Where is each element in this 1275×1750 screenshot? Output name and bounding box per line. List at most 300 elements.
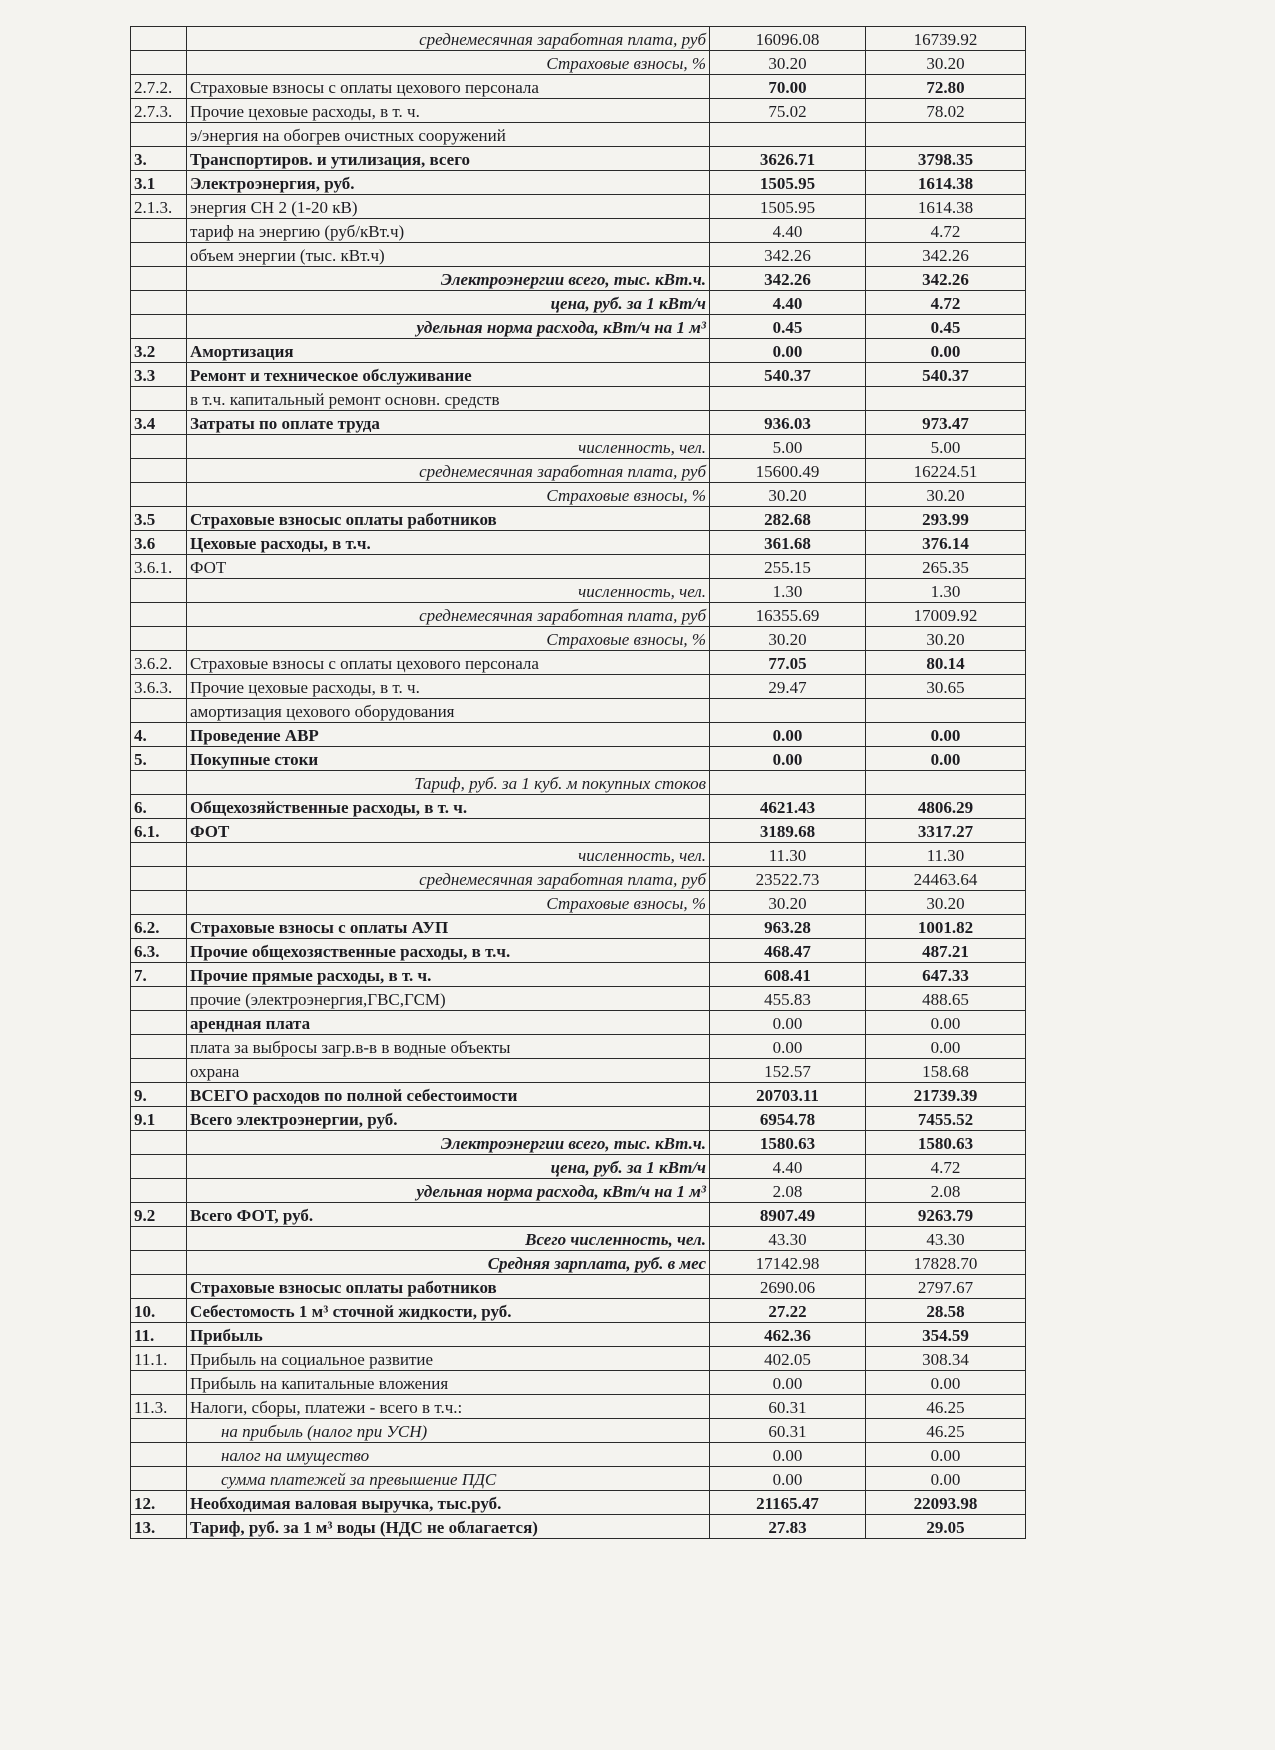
table-row [131, 1491, 1026, 1515]
value-cell-2: 647.33 [866, 963, 1026, 987]
row-label: ФОТ [187, 555, 710, 579]
row-label: Тариф, руб. за 1 куб. м покупных стоков [187, 771, 710, 795]
cost-table-page [130, 26, 1025, 1539]
value-cell-1: 23522.73 [710, 867, 866, 891]
value-cell-2: 9263.79 [866, 1203, 1026, 1227]
value-cell-1: 255.15 [710, 555, 866, 579]
value-cell-2: 5.00 [866, 435, 1026, 459]
row-number: 2.7.3. [131, 99, 187, 123]
row-label: Налоги, сборы, платежи - всего в т.ч.: [187, 1395, 710, 1419]
value-cell-2: 354.59 [866, 1323, 1026, 1347]
row-number [131, 123, 187, 147]
table-row [131, 531, 1026, 555]
cost-table-body [131, 27, 1026, 1539]
value-cell-1: 342.26 [710, 243, 866, 267]
row-number: 11.3. [131, 1395, 187, 1419]
value-cell-2: 4.72 [866, 291, 1026, 315]
value-cell-1: 963.28 [710, 915, 866, 939]
row-label: Проведение АВР [187, 723, 710, 747]
value-cell-1: 29.47 [710, 675, 866, 699]
row-label: Транспортиров. и утилизация, всего [187, 147, 710, 171]
table-row [131, 555, 1026, 579]
value-cell-1: 402.05 [710, 1347, 866, 1371]
value-cell-2: 30.20 [866, 891, 1026, 915]
value-cell-2: 0.00 [866, 339, 1026, 363]
value-cell-1: 6954.78 [710, 1107, 866, 1131]
value-cell-2: 43.30 [866, 1227, 1026, 1251]
row-number [131, 315, 187, 339]
row-label: Ремонт и техническое обслуживание [187, 363, 710, 387]
row-label: охрана [187, 1059, 710, 1083]
row-label: Страховые взносы с оплаты цехового персонала [187, 651, 710, 675]
row-label: среднемесячная заработная плата, руб [187, 867, 710, 891]
row-label: сумма платежей за превышение ПДС [187, 1467, 710, 1491]
value-cell-1: 3626.71 [710, 147, 866, 171]
value-cell-2: 24463.64 [866, 867, 1026, 891]
table-row [131, 1371, 1026, 1395]
value-cell-1: 30.20 [710, 627, 866, 651]
row-number [131, 1131, 187, 1155]
value-cell-1: 468.47 [710, 939, 866, 963]
row-number [131, 891, 187, 915]
value-cell-1: 4.40 [710, 1155, 866, 1179]
value-cell-1: 5.00 [710, 435, 866, 459]
value-cell-2: 29.05 [866, 1515, 1026, 1539]
value-cell-1: 1580.63 [710, 1131, 866, 1155]
value-cell-1: 0.00 [710, 1443, 866, 1467]
row-number: 2.1.3. [131, 195, 187, 219]
value-cell-2: 0.00 [866, 1443, 1026, 1467]
value-cell-1: 462.36 [710, 1323, 866, 1347]
row-number [131, 387, 187, 411]
value-cell-2: 308.34 [866, 1347, 1026, 1371]
value-cell-2: 342.26 [866, 243, 1026, 267]
row-label: Страховые взносы, % [187, 891, 710, 915]
value-cell-1: 936.03 [710, 411, 866, 435]
value-cell-1: 30.20 [710, 483, 866, 507]
value-cell-1: 60.31 [710, 1395, 866, 1419]
table-row [131, 123, 1026, 147]
row-label: налог на имущество [187, 1443, 710, 1467]
row-label: Себестомость 1 м³ сточной жидкости, руб. [187, 1299, 710, 1323]
value-cell-1: 16355.69 [710, 603, 866, 627]
value-cell-2: 21739.39 [866, 1083, 1026, 1107]
value-cell-1: 4621.43 [710, 795, 866, 819]
value-cell-2: 158.68 [866, 1059, 1026, 1083]
row-label: ФОТ [187, 819, 710, 843]
value-cell-1 [710, 771, 866, 795]
table-row [131, 435, 1026, 459]
table-row [131, 483, 1026, 507]
value-cell-2: 22093.98 [866, 1491, 1026, 1515]
row-number [131, 1227, 187, 1251]
value-cell-1: 0.00 [710, 1035, 866, 1059]
table-row [131, 1395, 1026, 1419]
row-number: 11. [131, 1323, 187, 1347]
row-number [131, 291, 187, 315]
row-label: удельная норма расхода, кВт/ч на 1 м³ [187, 315, 710, 339]
value-cell-2: 488.65 [866, 987, 1026, 1011]
row-label: Затраты по оплате труда [187, 411, 710, 435]
value-cell-1: 27.22 [710, 1299, 866, 1323]
row-label: Общехозяйственные расходы, в т. ч. [187, 795, 710, 819]
table-row [131, 1203, 1026, 1227]
value-cell-1: 20703.11 [710, 1083, 866, 1107]
table-row [131, 267, 1026, 291]
row-number [131, 867, 187, 891]
row-label: Цеховые расходы, в т.ч. [187, 531, 710, 555]
table-row [131, 1107, 1026, 1131]
row-number [131, 1371, 187, 1395]
table-row [131, 243, 1026, 267]
row-label: энергия СН 2 (1-20 кВ) [187, 195, 710, 219]
value-cell-2: 0.00 [866, 1011, 1026, 1035]
table-row [131, 1299, 1026, 1323]
value-cell-2: 3317.27 [866, 819, 1026, 843]
row-number: 3.4 [131, 411, 187, 435]
row-number [131, 1251, 187, 1275]
row-number: 13. [131, 1515, 187, 1539]
value-cell-2 [866, 699, 1026, 723]
table-row [131, 1155, 1026, 1179]
row-label: Электроэнергия, руб. [187, 171, 710, 195]
row-number: 3.6 [131, 531, 187, 555]
row-label: плата за выбросы загр.в-в в водные объекты [187, 1035, 710, 1059]
value-cell-1: 282.68 [710, 507, 866, 531]
row-number [131, 1179, 187, 1203]
row-label: численность, чел. [187, 843, 710, 867]
value-cell-1: 30.20 [710, 51, 866, 75]
value-cell-1: 30.20 [710, 891, 866, 915]
table-row [131, 363, 1026, 387]
row-label: численность, чел. [187, 435, 710, 459]
row-label: Страховые взносы, % [187, 627, 710, 651]
value-cell-1: 0.00 [710, 723, 866, 747]
table-row [131, 1515, 1026, 1539]
value-cell-2: 17828.70 [866, 1251, 1026, 1275]
row-label: Страховые взносы с оплаты АУП [187, 915, 710, 939]
table-row [131, 891, 1026, 915]
table-row [131, 699, 1026, 723]
table-row [131, 747, 1026, 771]
value-cell-2: 973.47 [866, 411, 1026, 435]
row-label: цена, руб. за 1 кВт/ч [187, 291, 710, 315]
row-label: Прочие общехозяственные расходы, в т.ч. [187, 939, 710, 963]
row-label: Всего ФОТ, руб. [187, 1203, 710, 1227]
row-number: 3.3 [131, 363, 187, 387]
value-cell-2: 265.35 [866, 555, 1026, 579]
row-number [131, 1467, 187, 1491]
value-cell-1: 1505.95 [710, 195, 866, 219]
row-label: Прочие цеховые расходы, в т. ч. [187, 675, 710, 699]
value-cell-2: 72.80 [866, 75, 1026, 99]
table-row [131, 651, 1026, 675]
row-number [131, 27, 187, 51]
row-label: арендная плата [187, 1011, 710, 1035]
table-row [131, 507, 1026, 531]
row-number: 3.2 [131, 339, 187, 363]
value-cell-1: 3189.68 [710, 819, 866, 843]
row-label: удельная норма расхода, кВт/ч на 1 м³ [187, 1179, 710, 1203]
row-label: численность, чел. [187, 579, 710, 603]
row-number [131, 1059, 187, 1083]
value-cell-2: 30.20 [866, 627, 1026, 651]
value-cell-2: 2797.67 [866, 1275, 1026, 1299]
row-number: 9.2 [131, 1203, 187, 1227]
row-number [131, 987, 187, 1011]
value-cell-2: 1580.63 [866, 1131, 1026, 1155]
value-cell-1: 43.30 [710, 1227, 866, 1251]
value-cell-2: 293.99 [866, 507, 1026, 531]
value-cell-2: 0.00 [866, 747, 1026, 771]
value-cell-2: 7455.52 [866, 1107, 1026, 1131]
row-number [131, 627, 187, 651]
row-label: амортизация цехового оборудования [187, 699, 710, 723]
row-label: прочие (электроэнергия,ГВС,ГСМ) [187, 987, 710, 1011]
value-cell-2: 17009.92 [866, 603, 1026, 627]
value-cell-1: 0.00 [710, 747, 866, 771]
table-row [131, 1227, 1026, 1251]
value-cell-2: 2.08 [866, 1179, 1026, 1203]
table-row [131, 171, 1026, 195]
row-label: Всего численность, чел. [187, 1227, 710, 1251]
value-cell-2: 30.20 [866, 483, 1026, 507]
value-cell-1: 60.31 [710, 1419, 866, 1443]
row-label: на прибыль (налог при УСН) [187, 1419, 710, 1443]
table-row [131, 1059, 1026, 1083]
row-label: Страховые взносыс оплаты работников [187, 507, 710, 531]
value-cell-1: 361.68 [710, 531, 866, 555]
row-label: Страховые взносыс оплаты работников [187, 1275, 710, 1299]
value-cell-1: 1505.95 [710, 171, 866, 195]
table-row [131, 1419, 1026, 1443]
row-number [131, 1155, 187, 1179]
row-label: Прибыль [187, 1323, 710, 1347]
value-cell-2: 0.00 [866, 723, 1026, 747]
value-cell-1: 21165.47 [710, 1491, 866, 1515]
row-label: Электроэнергии всего, тыс. кВт.ч. [187, 267, 710, 291]
table-row [131, 1275, 1026, 1299]
row-label: среднемесячная заработная плата, руб [187, 459, 710, 483]
row-label: Тариф, руб. за 1 м³ воды (НДС не облагается) [187, 1515, 710, 1539]
row-label: Амортизация [187, 339, 710, 363]
row-label: объем энергии (тыс. кВт.ч) [187, 243, 710, 267]
row-label: среднемесячная заработная плата, руб [187, 603, 710, 627]
value-cell-2: 16224.51 [866, 459, 1026, 483]
value-cell-2: 1614.38 [866, 171, 1026, 195]
row-number: 11.1. [131, 1347, 187, 1371]
table-row [131, 195, 1026, 219]
value-cell-1: 342.26 [710, 267, 866, 291]
row-number [131, 483, 187, 507]
value-cell-2: 0.00 [866, 1035, 1026, 1059]
value-cell-1 [710, 123, 866, 147]
table-row [131, 219, 1026, 243]
value-cell-1: 608.41 [710, 963, 866, 987]
row-number: 7. [131, 963, 187, 987]
table-row [131, 675, 1026, 699]
table-row [131, 939, 1026, 963]
row-number: 6. [131, 795, 187, 819]
value-cell-1: 2.08 [710, 1179, 866, 1203]
table-row [131, 1131, 1026, 1155]
value-cell-2: 540.37 [866, 363, 1026, 387]
row-number: 12. [131, 1491, 187, 1515]
value-cell-1: 4.40 [710, 219, 866, 243]
row-number [131, 219, 187, 243]
row-label: среднемесячная заработная плата, руб [187, 27, 710, 51]
value-cell-1: 455.83 [710, 987, 866, 1011]
value-cell-1: 17142.98 [710, 1251, 866, 1275]
value-cell-2: 1614.38 [866, 195, 1026, 219]
table-row [131, 27, 1026, 51]
table-row [131, 1035, 1026, 1059]
row-label: э/энергия на обогрев очистных сооружений [187, 123, 710, 147]
value-cell-2 [866, 387, 1026, 411]
value-cell-2: 0.00 [866, 1371, 1026, 1395]
value-cell-2: 30.65 [866, 675, 1026, 699]
row-number: 6.3. [131, 939, 187, 963]
table-row [131, 843, 1026, 867]
value-cell-1: 8907.49 [710, 1203, 866, 1227]
table-row [131, 1347, 1026, 1371]
table-row [131, 339, 1026, 363]
value-cell-1: 152.57 [710, 1059, 866, 1083]
value-cell-1: 70.00 [710, 75, 866, 99]
value-cell-1 [710, 387, 866, 411]
row-label: Прочие прямые расходы, в т. ч. [187, 963, 710, 987]
table-row [131, 387, 1026, 411]
row-number: 5. [131, 747, 187, 771]
row-number: 3.6.2. [131, 651, 187, 675]
row-label: Необходимая валовая выручка, тыс.руб. [187, 1491, 710, 1515]
cost-table [130, 26, 1026, 1539]
value-cell-2: 0.00 [866, 1467, 1026, 1491]
table-row [131, 1251, 1026, 1275]
table-row [131, 795, 1026, 819]
value-cell-1: 0.00 [710, 1371, 866, 1395]
table-row [131, 315, 1026, 339]
row-number: 3. [131, 147, 187, 171]
value-cell-1: 27.83 [710, 1515, 866, 1539]
row-label: тариф на энергию (руб/кВт.ч) [187, 219, 710, 243]
row-label: Всего электроэнергии, руб. [187, 1107, 710, 1131]
value-cell-2: 80.14 [866, 651, 1026, 675]
row-label: ВСЕГО расходов по полной себестоимости [187, 1083, 710, 1107]
value-cell-1: 15600.49 [710, 459, 866, 483]
value-cell-2: 28.58 [866, 1299, 1026, 1323]
row-number: 3.5 [131, 507, 187, 531]
table-row [131, 627, 1026, 651]
table-row [131, 579, 1026, 603]
row-label: Страховые взносы, % [187, 51, 710, 75]
value-cell-2: 30.20 [866, 51, 1026, 75]
value-cell-1: 0.00 [710, 1467, 866, 1491]
value-cell-2: 46.25 [866, 1419, 1026, 1443]
value-cell-2: 1001.82 [866, 915, 1026, 939]
row-number [131, 579, 187, 603]
value-cell-1: 0.45 [710, 315, 866, 339]
table-row [131, 99, 1026, 123]
table-row [131, 1179, 1026, 1203]
row-number [131, 1443, 187, 1467]
table-row [131, 1467, 1026, 1491]
value-cell-2: 0.45 [866, 315, 1026, 339]
value-cell-2: 487.21 [866, 939, 1026, 963]
value-cell-1: 540.37 [710, 363, 866, 387]
row-number [131, 459, 187, 483]
table-row [131, 603, 1026, 627]
row-number [131, 267, 187, 291]
row-label: Прибыль на социальное развитие [187, 1347, 710, 1371]
table-row [131, 963, 1026, 987]
value-cell-2: 376.14 [866, 531, 1026, 555]
table-row [131, 75, 1026, 99]
row-number: 6.2. [131, 915, 187, 939]
table-row [131, 459, 1026, 483]
value-cell-1: 75.02 [710, 99, 866, 123]
row-number: 6.1. [131, 819, 187, 843]
row-number: 4. [131, 723, 187, 747]
row-number: 10. [131, 1299, 187, 1323]
value-cell-2: 4806.29 [866, 795, 1026, 819]
table-row [131, 867, 1026, 891]
row-label: в т.ч. капитальный ремонт основн. средств [187, 387, 710, 411]
value-cell-1: 11.30 [710, 843, 866, 867]
row-label: цена, руб. за 1 кВт/ч [187, 1155, 710, 1179]
value-cell-1: 4.40 [710, 291, 866, 315]
row-number [131, 771, 187, 795]
value-cell-1: 0.00 [710, 1011, 866, 1035]
row-number [131, 243, 187, 267]
value-cell-1 [710, 699, 866, 723]
table-row [131, 1011, 1026, 1035]
row-number [131, 1011, 187, 1035]
value-cell-2: 78.02 [866, 99, 1026, 123]
row-number: 3.6.1. [131, 555, 187, 579]
value-cell-2: 1.30 [866, 579, 1026, 603]
row-number [131, 603, 187, 627]
value-cell-2: 16739.92 [866, 27, 1026, 51]
table-row [131, 51, 1026, 75]
row-number: 9. [131, 1083, 187, 1107]
value-cell-1: 1.30 [710, 579, 866, 603]
row-label: Прочие цеховые расходы, в т. ч. [187, 99, 710, 123]
row-label: Страховые взносы с оплаты цехового персонала [187, 75, 710, 99]
value-cell-1: 0.00 [710, 339, 866, 363]
table-row [131, 1323, 1026, 1347]
table-row [131, 411, 1026, 435]
table-row [131, 723, 1026, 747]
row-number [131, 843, 187, 867]
row-number [131, 51, 187, 75]
row-number [131, 1419, 187, 1443]
value-cell-2: 3798.35 [866, 147, 1026, 171]
table-row [131, 147, 1026, 171]
table-row [131, 915, 1026, 939]
row-label: Средняя зарплата, руб. в мес [187, 1251, 710, 1275]
value-cell-2: 4.72 [866, 219, 1026, 243]
row-number [131, 1035, 187, 1059]
value-cell-1: 2690.06 [710, 1275, 866, 1299]
table-row [131, 819, 1026, 843]
value-cell-2: 342.26 [866, 267, 1026, 291]
row-number [131, 1275, 187, 1299]
value-cell-2: 11.30 [866, 843, 1026, 867]
row-label: Страховые взносы, % [187, 483, 710, 507]
row-number: 9.1 [131, 1107, 187, 1131]
value-cell-1: 16096.08 [710, 27, 866, 51]
